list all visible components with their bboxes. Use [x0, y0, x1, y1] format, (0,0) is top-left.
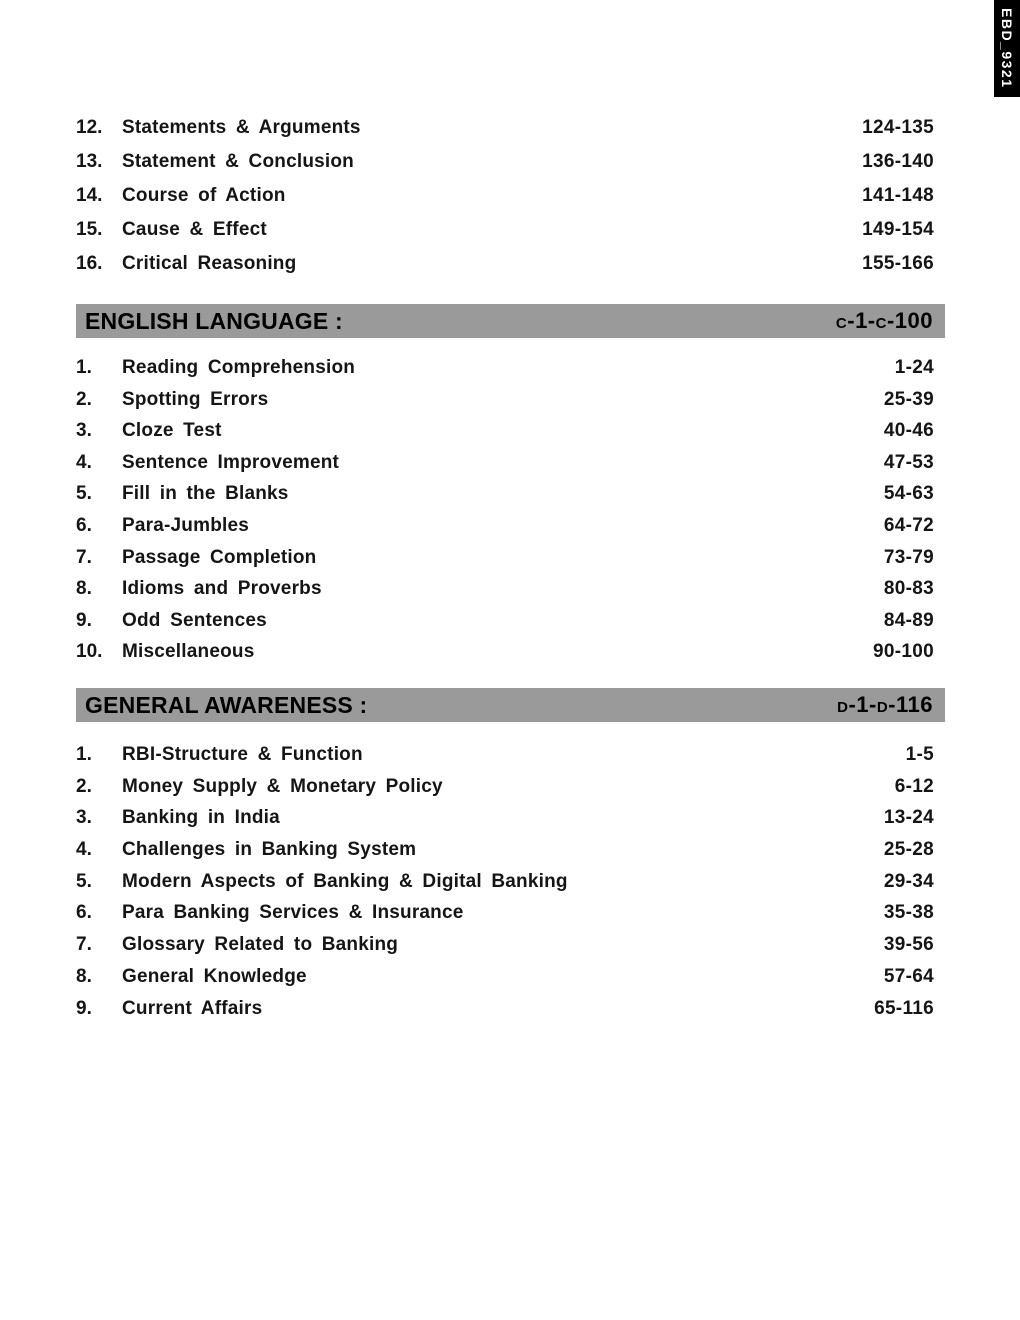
toc-item-number: 3. — [76, 807, 92, 829]
toc-row — [76, 542, 934, 574]
toc-item-number: 4. — [76, 839, 92, 861]
toc-row — [76, 834, 934, 866]
toc-item-pages: 6-12 — [894, 775, 934, 797]
toc-item-title: Passage Completion — [122, 546, 317, 568]
toc-row — [76, 179, 934, 213]
toc-item-number: 9. — [76, 997, 92, 1019]
toc-item-title: Course of Action — [122, 185, 286, 206]
toc-item-number: 8. — [76, 965, 92, 987]
toc-item-number: 13. — [76, 151, 103, 172]
toc-item-number: 15. — [76, 219, 103, 240]
toc-row — [76, 897, 934, 929]
toc-item-number: 7. — [76, 934, 92, 956]
toc-item-title: Critical Reasoning — [122, 253, 297, 274]
toc-row — [76, 478, 934, 510]
reasoning-toc-list — [76, 111, 934, 281]
toc-item-title: Cause & Effect — [122, 219, 267, 240]
toc-item-title: Idioms and Proverbs — [122, 578, 322, 600]
toc-item-number: 8. — [76, 578, 92, 600]
toc-row — [76, 415, 934, 447]
toc-row — [76, 636, 934, 668]
toc-row — [76, 510, 934, 542]
toc-row — [76, 866, 934, 898]
toc-item-number: 6. — [76, 514, 92, 536]
toc-item-pages: 1-5 — [905, 744, 934, 765]
toc-item-number: 5. — [76, 870, 92, 892]
toc-item-pages: 141-148 — [862, 185, 934, 206]
toc-row — [76, 111, 934, 145]
toc-item-pages: 1-24 — [894, 357, 934, 378]
edge-code-tab — [994, 0, 1020, 97]
toc-item-pages: 136-140 — [862, 151, 934, 172]
toc-item-title: Reading Comprehension — [122, 357, 356, 378]
toc-item-number: 2. — [76, 388, 92, 410]
toc-item-pages: 124-135 — [862, 117, 934, 138]
toc-row — [76, 929, 934, 961]
toc-item-number: 5. — [76, 483, 92, 505]
toc-item-number: 14. — [76, 185, 103, 206]
toc-item-pages: 13-24 — [883, 807, 934, 829]
toc-item-title: Banking in India — [122, 807, 280, 829]
section-title: GENERAL AWARENESS : — [85, 691, 368, 718]
toc-item-pages: 64-72 — [883, 514, 934, 536]
toc-item-pages: 149-154 — [862, 219, 934, 240]
toc-item-pages: 80-83 — [883, 578, 934, 600]
toc-item-number: 6. — [76, 902, 92, 924]
toc-item-pages: 35-38 — [883, 902, 934, 924]
toc-item-title: Odd Sentences — [122, 609, 267, 631]
edge-code-label: EBD_9321 — [999, 8, 1015, 89]
toc-row — [76, 447, 934, 479]
toc-item-title: Sentence Improvement — [122, 451, 340, 473]
section-title: ENGLISH LANGUAGE : — [85, 307, 343, 334]
toc-item-number: 7. — [76, 546, 92, 568]
toc-item-pages: 90-100 — [873, 641, 934, 663]
toc-item-pages: 25-28 — [883, 839, 934, 861]
toc-item-title: Para-Jumbles — [122, 514, 250, 536]
toc-row — [76, 247, 934, 281]
toc-row — [76, 605, 934, 637]
toc-item-number: 10. — [76, 641, 103, 663]
toc-item-pages: 57-64 — [883, 965, 934, 987]
toc-item-pages: 29-34 — [883, 870, 934, 892]
toc-item-pages: 25-39 — [883, 388, 934, 410]
toc-row — [76, 145, 934, 179]
toc-row — [76, 771, 934, 803]
section-header-general-awareness — [76, 688, 945, 722]
toc-item-title: Glossary Related to Banking — [122, 934, 399, 956]
section-header-english-language — [76, 304, 945, 338]
section-page-range: d-1-d-116 — [837, 692, 933, 717]
toc-item-number: 2. — [76, 775, 92, 797]
toc-item-number: 9. — [76, 609, 92, 631]
toc-item-pages: 40-46 — [883, 420, 934, 442]
toc-row — [76, 739, 934, 771]
english-language-toc-list — [76, 352, 934, 668]
toc-item-pages: 84-89 — [883, 609, 934, 631]
toc-item-title: Statements & Arguments — [122, 117, 361, 138]
toc-item-number: 1. — [76, 357, 92, 378]
toc-row — [76, 993, 934, 1025]
toc-item-title: Current Affairs — [122, 997, 263, 1019]
toc-item-number: 12. — [76, 117, 103, 138]
toc-item-pages: 65-116 — [874, 997, 934, 1019]
toc-item-title: Miscellaneous — [122, 641, 255, 663]
toc-item-pages: 73-79 — [883, 546, 934, 568]
toc-item-title: Modern Aspects of Banking & Digital Banking — [122, 870, 568, 892]
toc-item-title: Money Supply & Monetary Policy — [122, 775, 443, 797]
toc-item-pages: 39-56 — [883, 934, 934, 956]
toc-item-number: 4. — [76, 451, 92, 473]
toc-item-pages: 47-53 — [883, 451, 934, 473]
toc-item-title: Cloze Test — [122, 420, 222, 442]
toc-row — [76, 352, 934, 384]
section-page-range: c-1-c-100 — [835, 308, 933, 333]
toc-item-title: Para Banking Services & Insurance — [122, 902, 464, 924]
toc-row — [76, 384, 934, 416]
general-awareness-toc-list — [76, 739, 934, 1024]
toc-item-number: 3. — [76, 420, 92, 442]
toc-item-number: 16. — [76, 253, 103, 274]
toc-item-pages: 54-63 — [883, 483, 934, 505]
toc-row — [76, 213, 934, 247]
toc-item-title: General Knowledge — [122, 965, 307, 987]
toc-row — [76, 573, 934, 605]
toc-row — [76, 802, 934, 834]
toc-item-title: RBI-Structure & Function — [122, 744, 363, 765]
toc-item-title: Challenges in Banking System — [122, 839, 417, 861]
toc-item-title: Fill in the Blanks — [122, 483, 289, 505]
toc-item-title: Statement & Conclusion — [122, 151, 354, 172]
toc-row — [76, 961, 934, 993]
toc-item-pages: 155-166 — [862, 253, 934, 274]
toc-item-title: Spotting Errors — [122, 388, 269, 410]
toc-item-number: 1. — [76, 744, 92, 765]
